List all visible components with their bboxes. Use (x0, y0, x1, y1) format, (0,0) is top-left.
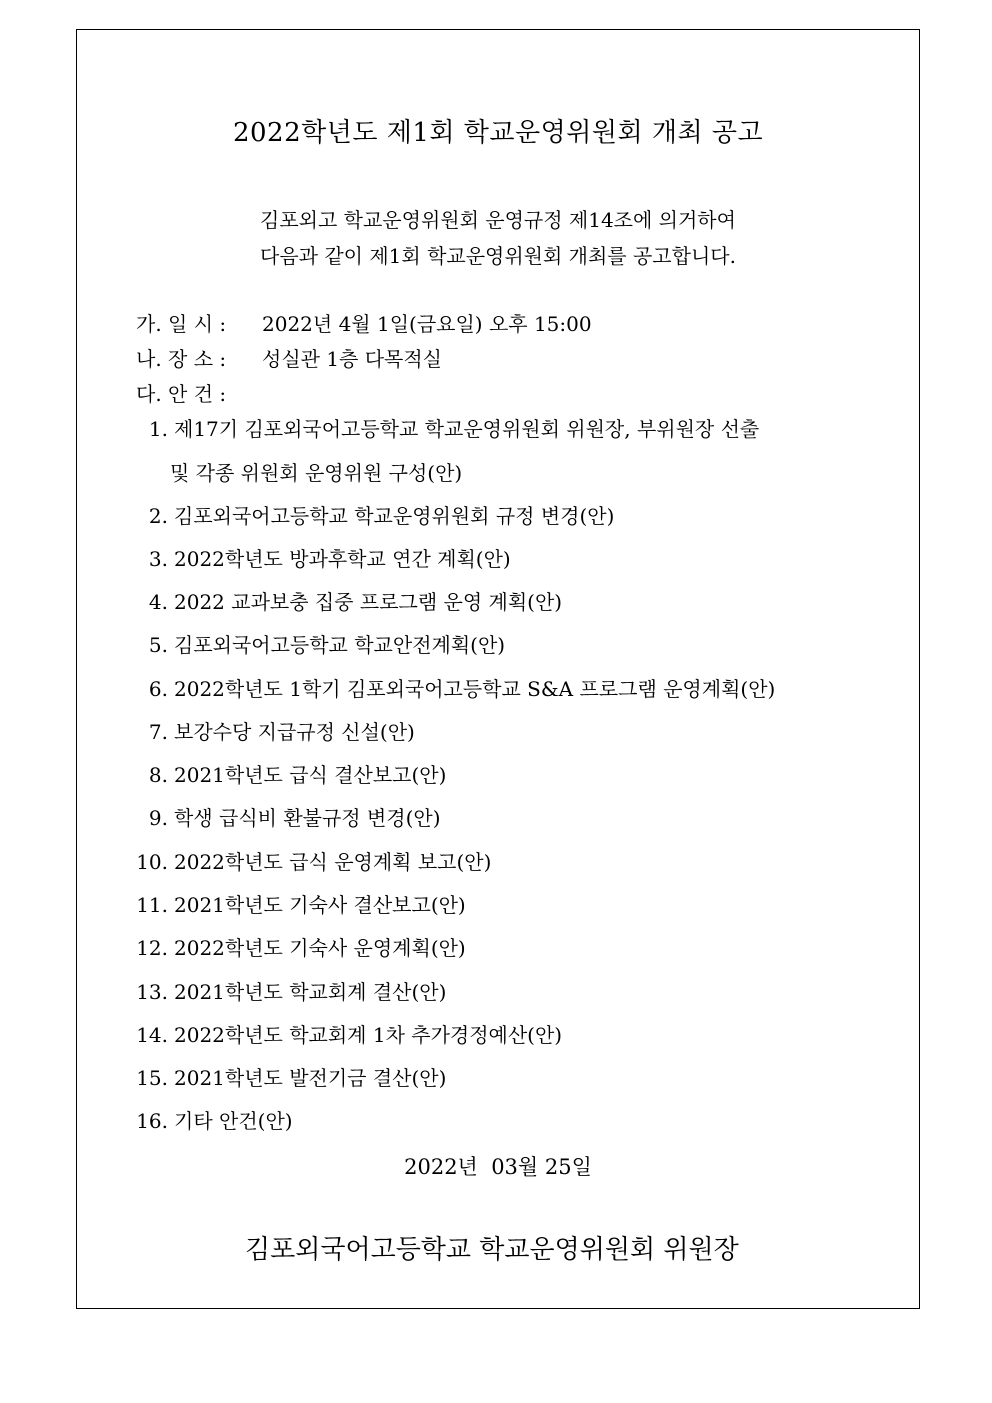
agenda-item (128, 587, 562, 617)
agenda-item-number: 4. (148, 590, 168, 614)
field-location (136, 344, 442, 374)
agenda-item-text: 2021학년도 발전기금 결산(안) (174, 1066, 447, 1090)
agenda-item-text: 2022학년도 급식 운영계획 보고(안) (174, 850, 492, 874)
agenda-item-number: 14. (136, 1023, 168, 1047)
agenda-item-number: 5. (148, 633, 168, 657)
signature-line: 김포외국어고등학교 학교운영위원회 위원장 (245, 1235, 739, 1265)
agenda-item-number: 10. (136, 850, 168, 874)
agenda-item-text: 제17기 김포외국어고등학교 학교운영위원회 위원장, 부위원장 선출 (174, 417, 760, 441)
agenda-item (128, 414, 759, 444)
field-agenda (136, 379, 262, 409)
agenda-item-number: 9. (148, 806, 168, 830)
agenda-item (128, 717, 415, 747)
agenda-item (128, 674, 775, 704)
agenda-item (128, 1063, 446, 1093)
agenda-item-text: 2022학년도 학교회계 1차 추가경정예산(안) (174, 1023, 563, 1047)
agenda-item-number: 15. (136, 1066, 168, 1090)
field-location-value: 성실관 1층 다목적실 (262, 347, 442, 371)
agenda-item (128, 803, 441, 833)
agenda-item-number: 3. (148, 547, 168, 571)
agenda-item (128, 977, 446, 1007)
agenda-item-number: 16. (136, 1109, 168, 1133)
page-title: 2022학년도 제1회 학교운영위원회 개최 공고 (232, 118, 764, 148)
field-datetime-value: 2022년 4월 1일(금요일) 오후 15:00 (262, 312, 592, 336)
agenda-item (128, 1106, 293, 1136)
agenda-item-number: 2. (148, 504, 168, 528)
notice-date: 2022년 03월 25일 (404, 1155, 592, 1179)
agenda-item-number: 8. (148, 763, 168, 787)
agenda-item (128, 501, 614, 531)
agenda-item (128, 890, 466, 920)
field-datetime-label: 가. 일 시 : (136, 312, 227, 336)
agenda-item-text: 학생 급식비 환불규정 변경(안) (174, 806, 441, 830)
agenda-item-text: 기타 안건(안) (174, 1109, 293, 1133)
agenda-item-text: 2021학년도 학교회계 결산(안) (174, 980, 447, 1004)
agenda-item-text: 보강수당 지급규정 신설(안) (174, 720, 415, 744)
agenda-item-number: 7. (148, 720, 168, 744)
agenda-item (128, 544, 511, 574)
agenda-item-number: 13. (136, 980, 168, 1004)
agenda-item (128, 760, 446, 790)
agenda-item (128, 1020, 562, 1050)
agenda-item-number: 11. (136, 893, 168, 917)
field-location-label: 나. 장 소 : (136, 347, 227, 371)
agenda-item (128, 933, 466, 963)
agenda-item-number: 1. (148, 417, 168, 441)
agenda-item-text: 2022학년도 기숙사 운영계획(안) (174, 936, 466, 960)
agenda-item (128, 847, 491, 877)
agenda-item-text: 2022학년도 1학기 김포외국어고등학교 S&A 프로그램 운영계획(안) (174, 677, 776, 701)
field-datetime (136, 309, 592, 339)
intro-line-1: 김포외고 학교운영위원회 운영규정 제14조에 의거하여 (260, 208, 736, 232)
agenda-item-text: 2021학년도 기숙사 결산보고(안) (174, 893, 466, 917)
field-agenda-label: 다. 안 건 : (136, 382, 227, 406)
agenda-item (128, 630, 505, 660)
intro-line-2: 다음과 같이 제1회 학교운영위원회 개최를 공고합니다. (260, 244, 736, 268)
agenda-item-text: 2022학년도 방과후학교 연간 계획(안) (174, 547, 511, 571)
agenda-item-text: 2022 교과보충 집중 프로그램 운영 계획(안) (174, 590, 563, 614)
agenda-item-text: 2021학년도 급식 결산보고(안) (174, 763, 447, 787)
agenda-item-text: 김포외국어고등학교 학교운영위원회 규정 변경(안) (174, 504, 615, 528)
agenda-item-number: 6. (148, 677, 168, 701)
agenda-item-number: 12. (136, 936, 168, 960)
agenda-item-text: 김포외국어고등학교 학교안전계획(안) (174, 633, 506, 657)
agenda-item-continuation: 및 각종 위원회 운영위원 구성(안) (170, 461, 463, 485)
